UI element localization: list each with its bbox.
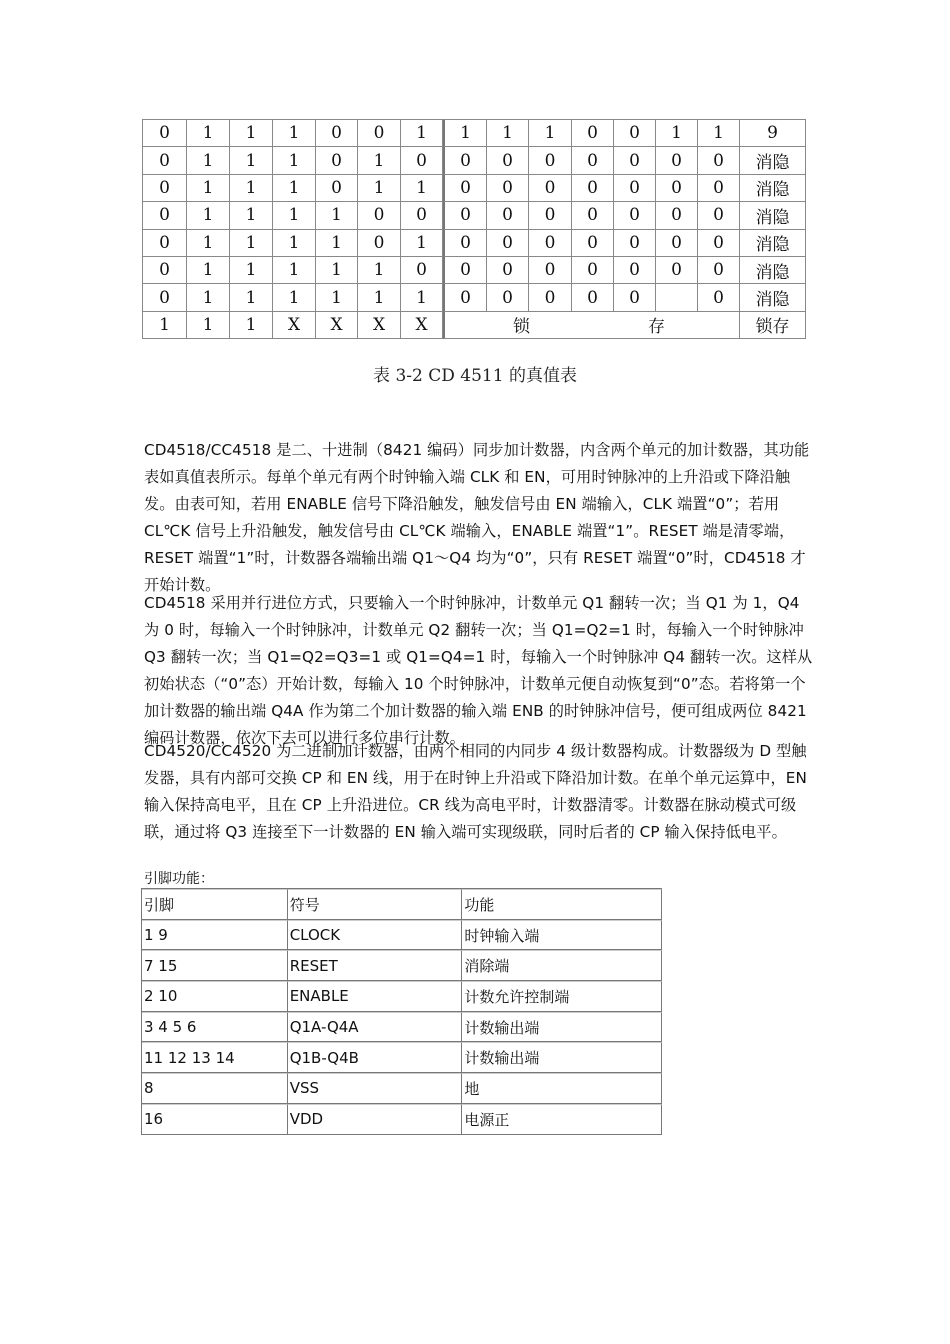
truth-table-cell: 0: [143, 175, 187, 202]
pin-table-cell: 计数输出端: [462, 1012, 662, 1043]
pin-section-label: 引脚功能：: [144, 871, 214, 887]
truth-table-cell: 0: [572, 230, 614, 257]
truth-table-cell: 1: [230, 230, 273, 257]
pin-table-row: [142, 1012, 662, 1043]
truth-table-cell: 1: [316, 230, 358, 257]
pin-table-cell: ENABLE: [288, 981, 463, 1012]
truth-table-cell: 0: [656, 257, 698, 284]
pin-table-row: [142, 950, 662, 981]
truth-table-cell: 1: [230, 175, 273, 202]
truth-table-cell: X: [401, 312, 443, 339]
truth-table-cell: 1: [187, 312, 230, 339]
latch-label-right: 存: [648, 317, 665, 338]
truth-table-cell: 0: [443, 257, 487, 284]
truth-table-cell: 0: [443, 230, 487, 257]
truth-table-cell: 1: [230, 312, 273, 339]
truth-table-cell: 消隐: [740, 230, 806, 257]
pin-table-cell: 地: [462, 1073, 662, 1104]
truth-table-cell: 1: [401, 284, 443, 311]
truth-table-cell: 0: [614, 257, 656, 284]
truth-table-cell: 0: [572, 257, 614, 284]
pin-table-row: [142, 1042, 662, 1073]
truth-table-cell: 0: [358, 230, 401, 257]
truth-table-cell: 0: [614, 230, 656, 257]
truth-table-cell: 0: [529, 175, 572, 202]
pin-table-cell: 计数输出端: [462, 1042, 662, 1073]
truth-table-cell: 1: [273, 147, 316, 174]
truth-table-cell: 0: [698, 284, 740, 311]
truth-table-cell: 0: [487, 147, 529, 174]
pin-table-cell: 7 15: [142, 950, 288, 981]
truth-table-cell: 0: [487, 175, 529, 202]
truth-table-cell: 0: [443, 284, 487, 311]
truth-table-cell: 0: [316, 175, 358, 202]
truth-table-cell: 0: [143, 257, 187, 284]
truth-table-cell: 0: [443, 175, 487, 202]
truth-table-cell: 0: [656, 202, 698, 229]
truth-table-cell: 0: [529, 257, 572, 284]
truth-table-cell: 1: [230, 120, 273, 147]
truth-table-cell: 0: [572, 120, 614, 147]
truth-table-cell: 0: [529, 147, 572, 174]
truth-table-cell: 0: [614, 175, 656, 202]
truth-table-cell: 1: [316, 257, 358, 284]
paragraph-cd4518-carry: CD4518 采用并行进位方式，只要输入一个时钟脉冲，计数单元 Q1 翻转一次；当 Q1 为 1，Q4 为 0 时，每输入一个时钟脉冲，计数单元 Q2 翻转一次；当 Q1=Q2=1 时，每输入一个时钟脉冲 Q3 翻转一次；当 Q1=Q2=Q3=1 或 Q1=Q4=1 时，每输入一个时钟脉冲 Q4 翻转一次。这样从初始状态（“0”态）开始计数，每输入 10 个时钟脉冲，计数单元便自动恢复到“0”态。若将第一个加计数器的输出端 Q4A 作为第二个加计数器的输入端 ENB 的时钟脉冲信号，便可组成两位 8421 编码计数器，依次下去可以进行多位串行计数。: [144, 594, 813, 747]
truth-table-cell: 1: [187, 120, 230, 147]
truth-table-cell: 1: [401, 120, 443, 147]
pin-table-cell: 3 4 5 6: [142, 1012, 288, 1043]
truth-table-cell: 1: [230, 284, 273, 311]
truth-table-cell: 0: [614, 147, 656, 174]
latch-label-left: 锁: [513, 317, 530, 338]
truth-table-cell: 0: [614, 202, 656, 229]
truth-table-cell: 1: [401, 175, 443, 202]
truth-table-cell: 消隐: [740, 202, 806, 229]
truth-table-cell: 0: [656, 230, 698, 257]
header-cell: 功能: [462, 889, 662, 920]
truth-table-cell: 1: [358, 175, 401, 202]
truth-table-row: [143, 175, 806, 202]
truth-table-cell: 0: [698, 202, 740, 229]
truth-table-cell: 1: [273, 284, 316, 311]
truth-table-cell: 0: [572, 175, 614, 202]
truth-table-cell: 1: [698, 120, 740, 147]
truth-table-cell: 0: [529, 202, 572, 229]
truth-table-cell: 0: [358, 202, 401, 229]
truth-table-cell: 1: [230, 202, 273, 229]
paragraph-cd4520: CD4520/CC4520 为二进制加计数器，由两个相同的内同步 4 级计数器构成。计数器级为 D 型触发器，具有内部可交换 CP 和 EN 线，用于在时钟上升沿或下降沿加计数。在单个单元运算中，EN 输入保持高电平，且在 CP 上升沿进位。CR 线为高电平时，计数器清零。计数器在脉动模式可级联，通过将 Q3 连接至下一计数器的 EN 输入端可实现级联，同时后者的 CP 输入保持低电平。: [144, 742, 807, 841]
pin-table-cell: 计数允许控制端: [462, 981, 662, 1012]
truth-table-cell: X: [358, 312, 401, 339]
pin-table-row: [142, 920, 662, 951]
truth-table-cell: 0: [656, 147, 698, 174]
truth-table-cell: 1: [656, 120, 698, 147]
pin-table-cell: RESET: [288, 950, 463, 981]
truth-table-cell: 0: [401, 257, 443, 284]
truth-table-cell: 0: [698, 257, 740, 284]
truth-table-cell: 1: [401, 230, 443, 257]
truth-table-latch-cell: [443, 312, 740, 339]
truth-table-cell: 0: [443, 147, 487, 174]
header-cell: 符号: [288, 889, 463, 920]
truth-table-cell: 消隐: [740, 147, 806, 174]
pin-table-header-row: [142, 889, 662, 920]
pin-table-row: [142, 1104, 662, 1135]
truth-table-cell: [656, 284, 698, 311]
truth-table-cell: 1: [273, 120, 316, 147]
truth-table-cell: 0: [316, 120, 358, 147]
truth-table-cell: 1: [358, 257, 401, 284]
truth-table-cell: 0: [401, 147, 443, 174]
header-cell: 引脚: [142, 889, 288, 920]
pin-table-cell: 时钟输入端: [462, 920, 662, 951]
paragraph-cd4518-intro: CD4518/CC4518 是二、十进制（8421 编码）同步加计数器，内含两个单元的加计数器，其功能表如真值表所示。每单个单元有两个时钟输入端 CLK 和 EN，可用时钟脉冲的上升沿或下降沿触发。由表可知，若用 ENABLE 信号下降沿触发，触发信号由 EN 端输入，CLK 端置“0”；若用 CL℃K 信号上升沿触发，触发信号由 CL℃K 端输入，ENABLE 端置“1”。RESET 端是清零端，RESET 端置“1”时，计数器各端输出端 Q1～Q4 均为“0”，只有 RESET 端置“0”时，CD4518 才开始计数。: [144, 441, 810, 594]
truth-table-cell: 0: [698, 147, 740, 174]
truth-table-cell: 1: [529, 120, 572, 147]
truth-table-cell: 1: [443, 120, 487, 147]
truth-table-row: [143, 284, 806, 311]
truth-table-cell: 0: [443, 202, 487, 229]
truth-table-cell: 0: [529, 284, 572, 311]
truth-table-cell: 0: [143, 230, 187, 257]
pin-table-cell: Q1B-Q4B: [288, 1042, 463, 1073]
truth-table-cell: 0: [614, 120, 656, 147]
cd4511-truth-table: [142, 119, 806, 339]
truth-table-cell: 0: [572, 284, 614, 311]
truth-table-cell: 0: [529, 230, 572, 257]
truth-table-cell: 0: [143, 202, 187, 229]
truth-table-cell: 1: [358, 284, 401, 311]
truth-table-cell: 0: [572, 147, 614, 174]
pin-table-row: [142, 1073, 662, 1104]
truth-table-cell: 1: [143, 312, 187, 339]
pin-table-cell: 电源正: [462, 1104, 662, 1135]
truth-table-row: [143, 202, 806, 229]
truth-table-cell: 0: [698, 230, 740, 257]
truth-table-cell: 0: [572, 202, 614, 229]
truth-table-cell: 9: [740, 120, 806, 147]
truth-table-cell: 1: [273, 230, 316, 257]
pin-table-cell: VDD: [288, 1104, 463, 1135]
pin-function-table: [141, 888, 662, 1135]
pin-table-cell: Q1A-Q4A: [288, 1012, 463, 1043]
truth-table-cell: 1: [487, 120, 529, 147]
truth-table-row: [143, 312, 806, 339]
truth-table-cell: 0: [656, 175, 698, 202]
truth-table-cell: 消隐: [740, 257, 806, 284]
pin-table-cell: 8: [142, 1073, 288, 1104]
truth-table-cell: 0: [614, 284, 656, 311]
truth-table-cell: 0: [358, 120, 401, 147]
truth-table-cell: 0: [487, 202, 529, 229]
truth-table-cell: 1: [273, 257, 316, 284]
pin-table-cell: CLOCK: [288, 920, 463, 951]
pin-table-cell: 11 12 13 14: [142, 1042, 288, 1073]
pin-table-cell: 消除端: [462, 950, 662, 981]
truth-table-cell: 0: [487, 284, 529, 311]
truth-table-cell: 1: [273, 202, 316, 229]
truth-table-cell: 1: [273, 175, 316, 202]
truth-table-cell: 0: [698, 175, 740, 202]
pin-table-cell: 16: [142, 1104, 288, 1135]
pin-table-cell: 2 10: [142, 981, 288, 1012]
truth-table-cell: 1: [358, 147, 401, 174]
truth-table-cell: 1: [187, 257, 230, 284]
truth-table-cell: 1: [187, 147, 230, 174]
pin-table-row: [142, 981, 662, 1012]
table-caption: 表 3-2 CD 4511 的真值表: [373, 366, 577, 386]
truth-table-row: [143, 257, 806, 284]
truth-table-cell: X: [316, 312, 358, 339]
truth-table-cell: 0: [487, 257, 529, 284]
truth-table-cell: 1: [230, 257, 273, 284]
truth-table-cell: 1: [187, 284, 230, 311]
truth-table-cell: 1: [187, 175, 230, 202]
truth-table-cell: 0: [316, 147, 358, 174]
truth-table-row: [143, 120, 806, 147]
truth-table-cell: 0: [143, 120, 187, 147]
truth-table-cell: 消隐: [740, 175, 806, 202]
truth-table-cell: 1: [316, 284, 358, 311]
truth-table-cell: 1: [187, 202, 230, 229]
truth-table-cell: 0: [143, 147, 187, 174]
truth-table-cell: 1: [316, 202, 358, 229]
truth-table-row: [143, 147, 806, 174]
truth-table-cell: 锁存: [740, 312, 806, 339]
truth-table-row: [143, 230, 806, 257]
truth-table-cell: 消隐: [740, 284, 806, 311]
truth-table-cell: 0: [143, 284, 187, 311]
truth-table-cell: 0: [401, 202, 443, 229]
truth-table-cell: 1: [187, 230, 230, 257]
pin-table-cell: 1 9: [142, 920, 288, 951]
truth-table-cell: X: [273, 312, 316, 339]
pin-table-cell: VSS: [288, 1073, 463, 1104]
truth-table-cell: 0: [487, 230, 529, 257]
truth-table-cell: 1: [230, 147, 273, 174]
